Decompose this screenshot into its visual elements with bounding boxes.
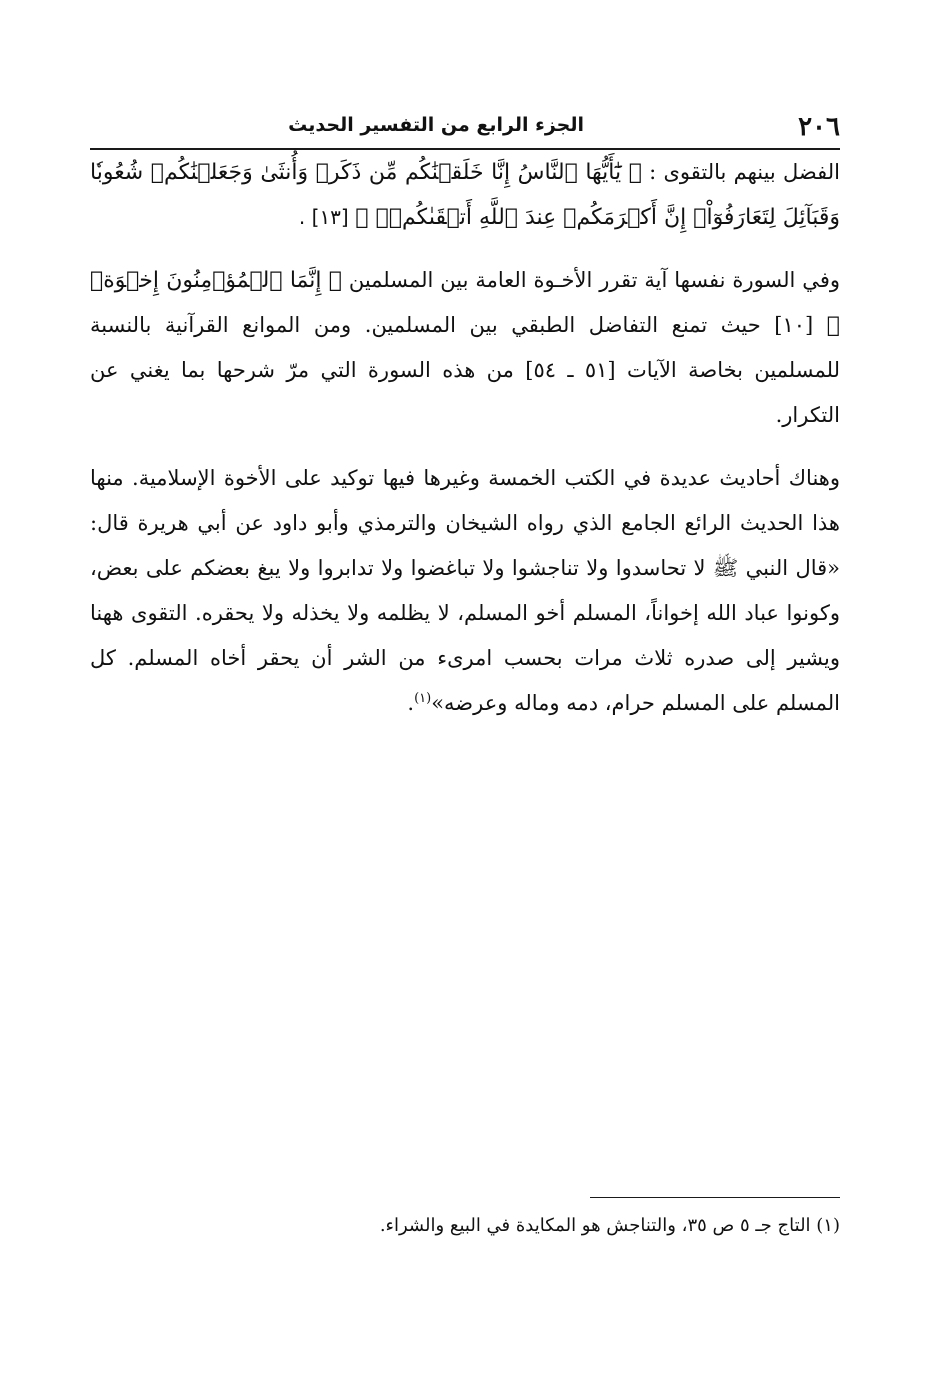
paragraph-2-rest: [١٠] حيث تمنع التفاضل الطبقي بين المسلمين. ومن الموانع القرآنية بالنسبة للمسلمين بخاصة الآيات [٥١ ـ ٥٤] من هذه السورة التي مرّ شرحها بما يغني عن التكرار. — [90, 313, 840, 427]
quran-verse-1: ﴿ يَٰٓأَيُّهَا ٱلنَّاسُ إِنَّا خَلَقۡنَٰكُم مِّن ذَكَرٖ وَأُنثَىٰ وَجَعَلۡنَٰكُمۡ شُعُوبٗا وَقَبَآئِلَ لِتَعَارَفُوٓاْۚ إِنَّ أَكۡرَمَكُمۡ عِندَ ٱللَّهِ أَتۡقَىٰكُمۡۚ ﴾ — [90, 160, 840, 230]
running-title: الجزء الرابع من التفسير الحديث — [288, 114, 584, 136]
footnote: (١) التاج جـ ٥ ص ٣٥، والتناجش هو المكايدة في البيع والشراء. — [379, 1215, 840, 1236]
page-body — [90, 150, 840, 726]
page-header — [90, 108, 840, 148]
paragraph-3-end: . — [407, 691, 415, 715]
paragraph-2-lead: وفي السورة نفسها آية تقرر الأخـوة العامة بين المسلمين — [348, 268, 840, 292]
paragraph-3-text: وهناك أحاديث عديدة في الكتب الخمسة وغيرها فيها توكيد على الأخوة الإسلامية. منها هذا الحديث الرائع الجامع الذي رواه الشيخان والترمذي وأبو داود عن أبي هريرة قال: «قال النبي ﷺ لا تحاسدوا ولا تناجشوا ولا تباغضوا ولا تدابروا ولا يبغ بعضكم على بعض، وكونوا عباد الله إخواناً، المسلم أخو المسلم، لا يظلمه ولا يخذله ولا يحقره. التقوى ههنا ويشير إلى صدره ثلاث مرات بحسب امرىء من الشر أن يحقر أخاه المسلم. كل المسلم على المسلم حرام، دمه وماله وعرضه» — [90, 466, 840, 715]
footnote-marker: (١) — [414, 691, 432, 706]
paragraph-2 — [90, 258, 840, 438]
verse-reference-1: [١٣] . — [298, 205, 349, 229]
paragraph-1 — [90, 150, 840, 240]
footnote-rule — [590, 1197, 840, 1198]
paragraph-1-lead: الفضل بينهم بالتقوى : — [649, 160, 840, 184]
page-number: ٢٠٦ — [798, 112, 840, 142]
paragraph-3 — [90, 456, 840, 726]
quran-verse-2: ﴿ إِنَّمَا ٱلۡمُؤۡمِنُونَ إِخۡوَةٞ ﴾ — [90, 268, 840, 338]
